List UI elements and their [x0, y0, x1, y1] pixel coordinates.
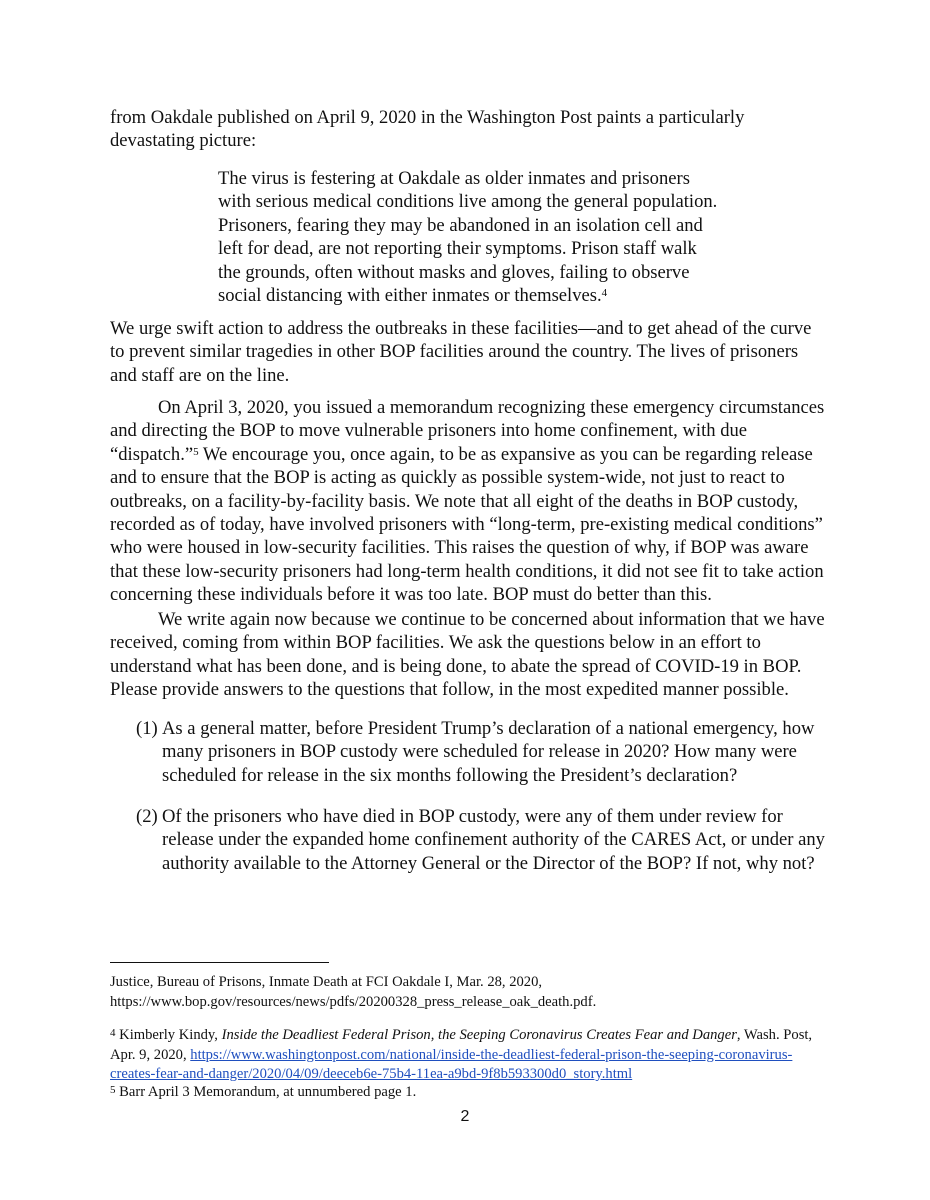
question-number: (1): [136, 718, 158, 739]
footnote-5-number: 5: [110, 1084, 116, 1096]
paragraph-memorandum: [110, 396, 825, 607]
footnote-4-link[interactable]: https://www.washingtonpost.com/national/inside-the-deadliest-federal-prison-the-seeping-coronavirus-creates-fear-and-danger/2020/04/09/deeceb6e-75b4-11ea-a9bd-9f8b593300d0_story.html: [110, 1046, 793, 1083]
footnote-4-title: Inside the Deadliest Federal Prison, the Seeping Coronavirus Creates Fear and Danger: [221, 1027, 737, 1043]
footnote-5: [110, 1083, 830, 1103]
footnote-separator: [110, 962, 329, 963]
paragraph3-text: We write again now because we continue to be concerned about information that we have received, coming from within BOP facilities. We ask the questions below in an effort to understand what has been done, and is being done, to abate the spread of COVID-19 in BOP. Please provide answers to the questions that follow, in the most expedited manner possible.: [110, 609, 825, 701]
footnote-4-number: 4: [110, 1027, 116, 1039]
paragraph1-text: We urge swift action to address the outbreaks in these facilities—and to get ahead of the curve to prevent similar tragedies in other BOP facilities around the country. The lives of prisoners and staff are on the line.: [110, 318, 812, 386]
paragraph-write-again: [110, 608, 825, 702]
paragraph2-text-before: On April 3, 2020, you issued a memorandum recognizing these emergency circumstances and directing the BOP to move vulnerable prisoners into home confinement, with due “dispatch.”: [110, 397, 825, 465]
intro-paragraph: [110, 106, 825, 153]
question-item: [136, 805, 836, 875]
paragraph-urge-action: [110, 317, 825, 387]
page-number: 2: [460, 1108, 470, 1125]
block-quote: [218, 167, 718, 307]
intro-text: from Oakdale published on April 9, 2020 in the Washington Post paints a particularly devastating picture:: [110, 107, 745, 152]
question-number: (2): [136, 806, 158, 827]
question-item: [136, 717, 836, 787]
footnote-4-author: Kimberly Kindy,: [119, 1027, 218, 1043]
question-text: Of the prisoners who have died in BOP custody, were any of them under review for release under the expanded home confinement authority of the CARES Act, or under any authority available to the Attorney General or the Director of the BOP? If not, why not?: [162, 806, 825, 874]
footnote-ref-5: 5: [193, 445, 199, 458]
quote-text: The virus is festering at Oakdale as older inmates and prisoners with serious medical conditions live among the general population. Prisoners, fearing they may be abandoned in an isolation cell and left for dead, are not reporting their symptoms. Prison staff walk the grounds, often without masks and gloves, failing to observe social distancing with either inmates or themselves.: [218, 168, 718, 307]
footnote-4-source: , Wash. Post, Apr. 9, 2020,: [110, 1027, 813, 1063]
question-text: As a general matter, before President Trump’s declaration of a national emergency, how many prisoners in BOP custody were scheduled for release in 2020? How many were scheduled for release in the six months following the President’s declaration?: [162, 718, 815, 786]
footnote-ref-4: 4: [601, 287, 608, 300]
footnote-4: [110, 1026, 830, 1085]
paragraph2-text-after: We encourage you, once again, to be as expansive as you can be regarding release and to ensure that the BOP is acting as quickly as possible system-wide, not just to react to outbreaks, on a facility-by-facility basis. We note that all eight of the deaths in BOP custody, recorded as of today, have involved prisoners with “long-term, pre-existing medical conditions” who were housed in low-security facilities. This raises the question of why, if BOP was aware that these low-security prisoners had long-term health conditions, it did not see fit to take action concerning these individuals before it was too late. BOP must do better than this.: [110, 443, 824, 606]
footnote-continued: [110, 973, 830, 1012]
footnote-continued-text: Justice, Bureau of Prisons, Inmate Death at FCI Oakdale I, Mar. 28, 2020, https://www.bop.gov/resources/news/pdfs/20200328_press_release_oak_death.pdf.: [110, 974, 597, 1010]
footnote-5-text: Barr April 3 Memorandum, at unnumbered page 1.: [119, 1084, 417, 1100]
